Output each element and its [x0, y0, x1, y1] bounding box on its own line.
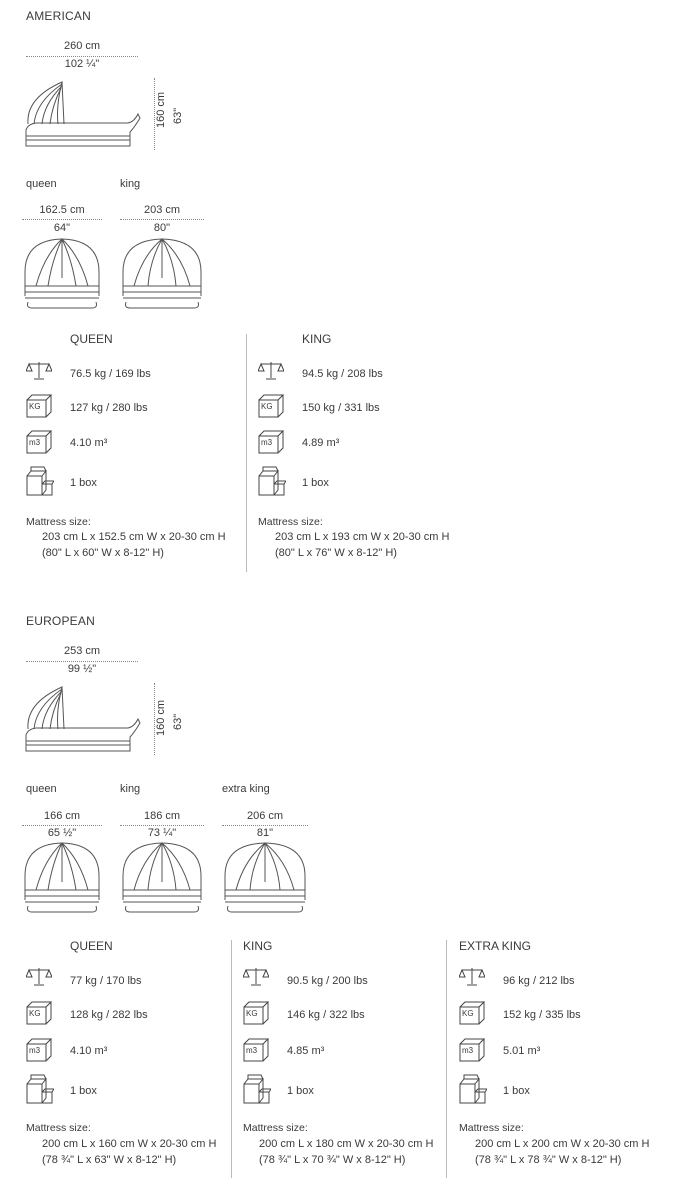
american-queen-width-cm: 162.5 cm: [39, 204, 85, 216]
american-queen-front-drawing: [22, 236, 102, 312]
american-king-mattress-in: (80" L x 76" W x 8-12" H): [275, 547, 397, 559]
stacked-boxes-icon: [26, 466, 54, 496]
american-side-width-in: 102 ¼": [64, 58, 100, 70]
american-side-view-drawing: [24, 78, 144, 150]
m3-box-icon: m3: [26, 1038, 52, 1062]
m3-box-icon: m3: [258, 430, 284, 454]
american-king-width-cm: 203 cm: [143, 204, 181, 216]
european-queen-width-cm: 166 cm: [43, 810, 81, 822]
european-extra-king-boxes: 1 box: [503, 1085, 530, 1097]
kg-box-icon: KG: [26, 394, 52, 418]
scale-icon: [243, 966, 269, 988]
european-side-view-drawing: [24, 683, 144, 755]
stacked-boxes-icon: [243, 1074, 271, 1104]
european-spec-divider-1: [231, 940, 232, 1178]
european-king-width-in: 73 ¼": [147, 827, 177, 839]
american-king-gross-weight: 150 kg / 331 lbs: [302, 402, 380, 414]
european-extra-king-spec-title: EXTRA KING: [459, 939, 532, 953]
european-king-boxes: 1 box: [287, 1085, 314, 1097]
european-king-mattress-cm: 200 cm L x 180 cm W x 20-30 cm H: [259, 1138, 434, 1150]
european-king-width-cm: 186 cm: [143, 810, 181, 822]
american-king-boxes: 1 box: [302, 477, 329, 489]
american-king-net-weight: 94.5 kg / 208 lbs: [302, 368, 383, 380]
american-side-height-in: 63": [172, 107, 184, 124]
scale-icon: [26, 966, 52, 988]
european-king-net-weight: 90.5 kg / 200 lbs: [287, 975, 368, 987]
european-queen-front-drawing: [22, 840, 102, 916]
european-king-mattress-label: Mattress size:: [243, 1122, 308, 1134]
european-side-dimline: [26, 661, 138, 662]
american-king-volume: 4.89 m³: [302, 437, 340, 449]
american-size-label-king: king: [120, 178, 141, 190]
american-section-title: AMERICAN: [26, 9, 91, 23]
american-queen-width-in: 64": [53, 222, 71, 234]
american-queen-boxes: 1 box: [70, 477, 97, 489]
european-spec-divider-2: [446, 940, 447, 1178]
american-king-mattress-label: Mattress size:: [258, 516, 323, 528]
european-king-spec-title: KING: [243, 939, 273, 953]
american-side-dimline: [26, 56, 138, 57]
american-spec-divider: [246, 334, 247, 572]
european-extra-king-width-in: 81": [256, 827, 274, 839]
european-extra-king-net-weight: 96 kg / 212 lbs: [503, 975, 575, 987]
american-queen-dimline: [22, 219, 102, 220]
kg-box-icon: KG: [258, 394, 284, 418]
european-size-label-king: king: [120, 783, 141, 795]
european-king-dimline: [120, 825, 204, 826]
european-queen-net-weight: 77 kg / 170 lbs: [70, 975, 142, 987]
american-side-height-cm: 160 cm: [155, 91, 167, 128]
european-king-volume: 4.85 m³: [287, 1045, 325, 1057]
european-extra-king-mattress-label: Mattress size:: [459, 1122, 524, 1134]
european-queen-dimline: [22, 825, 102, 826]
m3-box-icon: m3: [243, 1038, 269, 1062]
european-extra-king-gross-weight: 152 kg / 335 lbs: [503, 1009, 581, 1021]
european-queen-mattress-in: (78 ¾" L x 63" W x 8-12" H): [42, 1154, 177, 1166]
american-queen-mattress-cm: 203 cm L x 152.5 cm W x 20-30 cm H: [42, 531, 226, 543]
scale-icon: [459, 966, 485, 988]
m3-box-icon: m3: [26, 430, 52, 454]
scale-icon: [258, 360, 284, 382]
m3-box-icon: m3: [459, 1038, 485, 1062]
kg-box-icon: KG: [459, 1001, 485, 1025]
european-queen-mattress-cm: 200 cm L x 160 cm W x 20-30 cm H: [42, 1138, 217, 1150]
european-queen-spec-title: QUEEN: [70, 939, 113, 953]
european-size-label-extra-king: extra king: [222, 783, 270, 795]
european-queen-mattress-label: Mattress size:: [26, 1122, 91, 1134]
european-extra-king-width-cm: 206 cm: [246, 810, 284, 822]
american-side-width-cm: 260 cm: [63, 40, 101, 52]
american-king-dimline: [120, 219, 204, 220]
stacked-boxes-icon: [459, 1074, 487, 1104]
european-queen-boxes: 1 box: [70, 1085, 97, 1097]
american-king-spec-title: KING: [302, 332, 332, 346]
european-extra-king-volume: 5.01 m³: [503, 1045, 541, 1057]
american-king-width-in: 80": [153, 222, 171, 234]
european-king-mattress-in: (78 ¾" L x 70 ¾" W x 8-12" H): [259, 1154, 406, 1166]
american-queen-gross-weight: 127 kg / 280 lbs: [70, 402, 148, 414]
american-queen-net-weight: 76.5 kg / 169 lbs: [70, 368, 151, 380]
american-queen-spec-title: QUEEN: [70, 332, 113, 346]
european-side-width-in: 99 ½": [67, 663, 97, 675]
european-king-gross-weight: 146 kg / 322 lbs: [287, 1009, 365, 1021]
european-extra-king-front-drawing: [222, 840, 308, 916]
european-queen-volume: 4.10 m³: [70, 1045, 108, 1057]
american-queen-mattress-in: (80" L x 60" W x 8-12" H): [42, 547, 164, 559]
european-extra-king-mattress-cm: 200 cm L x 200 cm W x 20-30 cm H: [475, 1138, 650, 1150]
european-queen-gross-weight: 128 kg / 282 lbs: [70, 1009, 148, 1021]
european-extra-king-mattress-in: (78 ¾" L x 78 ¾" W x 8-12" H): [475, 1154, 622, 1166]
american-size-label-queen: queen: [26, 178, 57, 190]
european-side-height-cm: 160 cm: [155, 699, 167, 736]
european-section-title: EUROPEAN: [26, 614, 95, 628]
american-king-front-drawing: [120, 236, 204, 312]
european-extra-king-dimline: [222, 825, 308, 826]
american-queen-volume: 4.10 m³: [70, 437, 108, 449]
european-side-width-cm: 253 cm: [63, 645, 101, 657]
american-king-mattress-cm: 203 cm L x 193 cm W x 20-30 cm H: [275, 531, 450, 543]
kg-box-icon: KG: [243, 1001, 269, 1025]
kg-box-icon: KG: [26, 1001, 52, 1025]
european-size-label-queen: queen: [26, 783, 57, 795]
stacked-boxes-icon: [258, 466, 286, 496]
stacked-boxes-icon: [26, 1074, 54, 1104]
european-king-front-drawing: [120, 840, 204, 916]
european-queen-width-in: 65 ½": [47, 827, 77, 839]
american-queen-mattress-label: Mattress size:: [26, 516, 91, 528]
scale-icon: [26, 360, 52, 382]
european-side-height-in: 63": [172, 713, 184, 730]
